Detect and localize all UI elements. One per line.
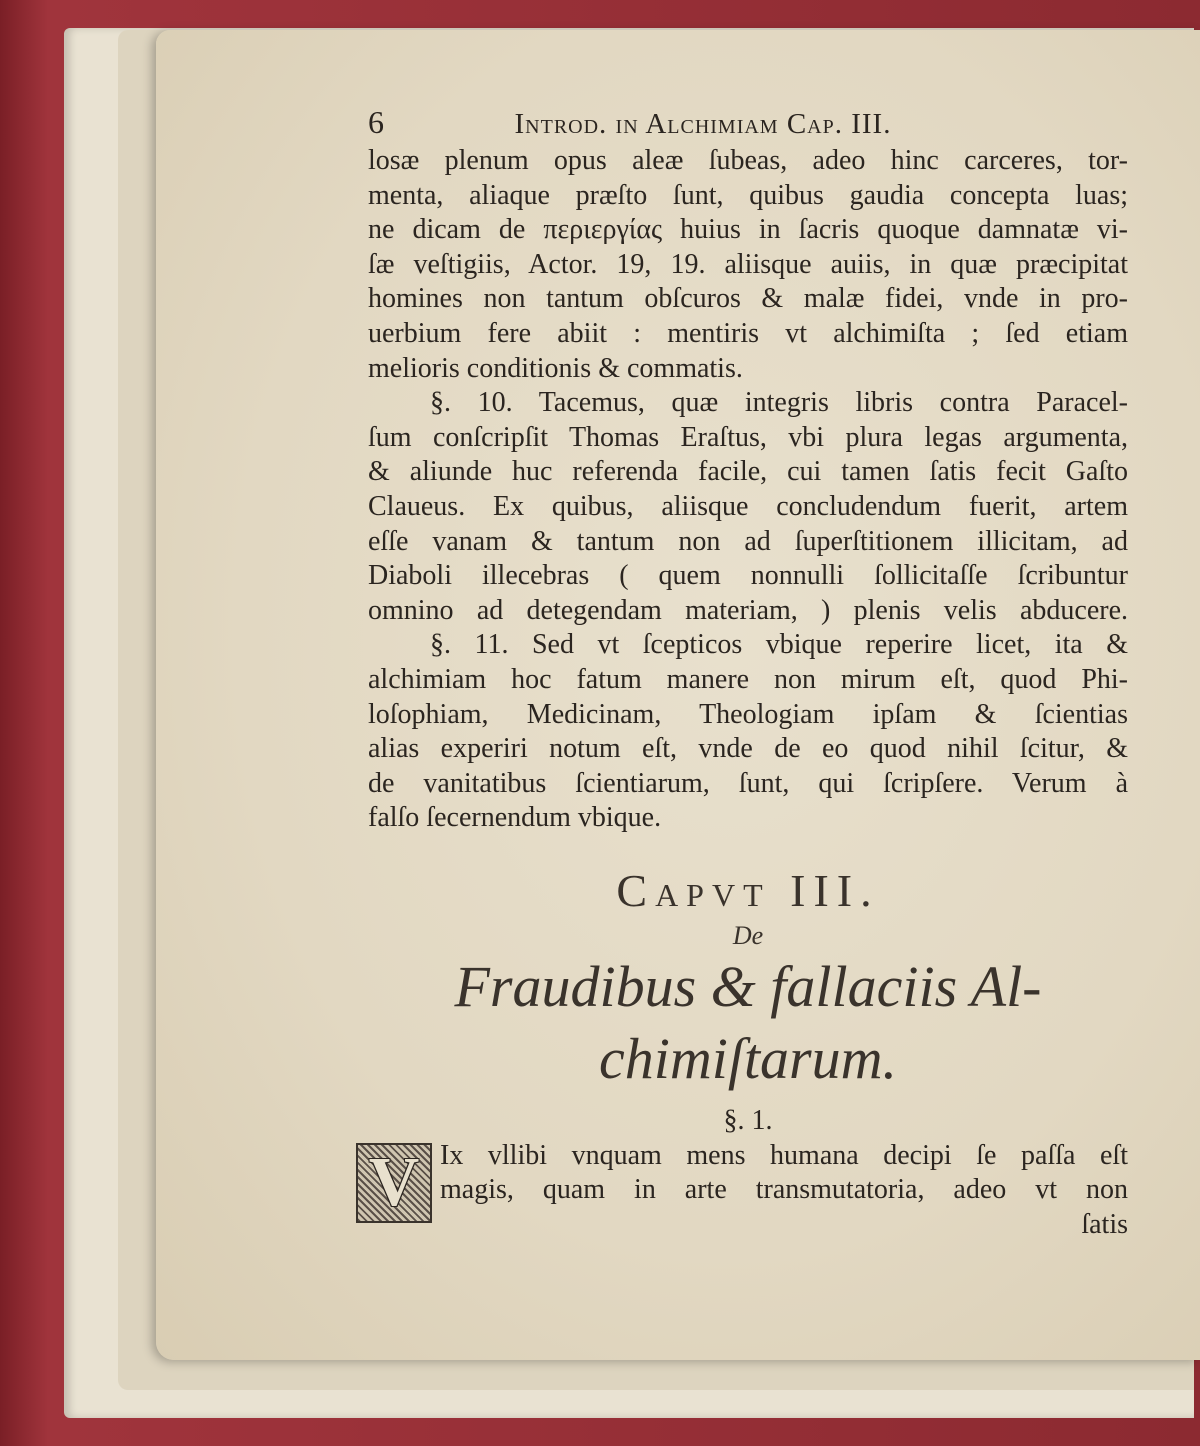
- text-line: menta, aliaque præſto ſunt, quibus gaudia concepta luas;: [368, 179, 1128, 211]
- text-line: ne dicam de περιεργίας huius in ſacris quoque damnatæ vi-: [368, 214, 1128, 246]
- paragraph-4: [368, 1139, 1128, 1243]
- text-line: §. 10. Tacemus, quæ integris libris contra Paracel-: [430, 387, 1128, 419]
- text-line: de vanitatibus ſcientiarum, ſunt, qui ſcripſere. Verum à: [368, 767, 1128, 799]
- text-line: alchimiam hoc fatum manere non mirum eſt, quod Phi-: [368, 663, 1128, 695]
- text-line: omnino ad detegendam materiam, ) plenis velis abducere.: [368, 594, 1128, 626]
- page-number: 6: [368, 104, 385, 140]
- text-line: ſæ veſtigiis, Actor. 19, 19. aliisque auiis, in quæ præcipitat: [368, 248, 1128, 280]
- running-head-title: Introd. in Alchimiam Cap. III.: [514, 108, 892, 140]
- text-line: & aliunde huc referenda facile, cui tamen ſatis fecit Gaſto: [368, 456, 1128, 488]
- text-line: falſo ſecernendum vbique.: [368, 802, 662, 834]
- paragraph-2: [368, 386, 1128, 628]
- text-line: Diaboli illecebras ( quem nonnulli ſollicitaſſe ſcribuntur: [368, 560, 1128, 592]
- initial-letter: V: [368, 1143, 420, 1221]
- section-mark: §. 1.: [723, 1104, 773, 1136]
- chapter-subtitle-line-1: Fraudibus & fallaciis Al-: [454, 953, 1042, 1019]
- text-line: magis, quam in arte transmutatoria, adeo vt non: [440, 1174, 1128, 1206]
- text-line: alias experiri notum eſt, vnde de eo quod nihil ſcitur, &: [368, 733, 1128, 765]
- text-line: homines non tantum obſcuros & malæ fidei, vnde in pro-: [368, 283, 1128, 315]
- catchword: ſatis: [1081, 1209, 1128, 1241]
- text-line: melioris conditionis & commatis.: [368, 352, 743, 384]
- chapter-heading: Capvt III.: [616, 864, 880, 916]
- chapter-subtitle-line-2: chimiſtarum.: [598, 1025, 898, 1091]
- text-line: §. 11. Sed vt ſcepticos vbique reperire licet, ita &: [430, 629, 1128, 661]
- text-line: losæ plenum opus aleæ ſubeas, adeo hinc carceres, tor-: [368, 145, 1128, 176]
- text-line: Ix vllibi vnquam mens humana decipi ſe paſſa eſt: [440, 1139, 1128, 1171]
- page-text-block: [368, 104, 1128, 1243]
- text-line: Claueus. Ex quibus, aliisque concludendum fuerit, artem: [368, 490, 1128, 522]
- text-line: eſſe vanam & tantum non ad ſuperſtitionem illicitam, ad: [368, 525, 1128, 557]
- chapter-de: De: [732, 920, 764, 950]
- paragraph-1: [368, 144, 1128, 386]
- text-line: loſophiam, Medicinam, Theologiam ipſam & ſcientias: [368, 698, 1128, 730]
- running-head: [368, 104, 1128, 144]
- text-line: uerbium fere abiit : mentiris vt alchimiſta ; ſed etiam: [368, 317, 1128, 349]
- paragraph-3: [368, 628, 1128, 836]
- decorated-initial: [356, 1143, 432, 1223]
- text-line: ſum conſcripſit Thomas Eraſtus, vbi plura legas argumenta,: [368, 421, 1128, 453]
